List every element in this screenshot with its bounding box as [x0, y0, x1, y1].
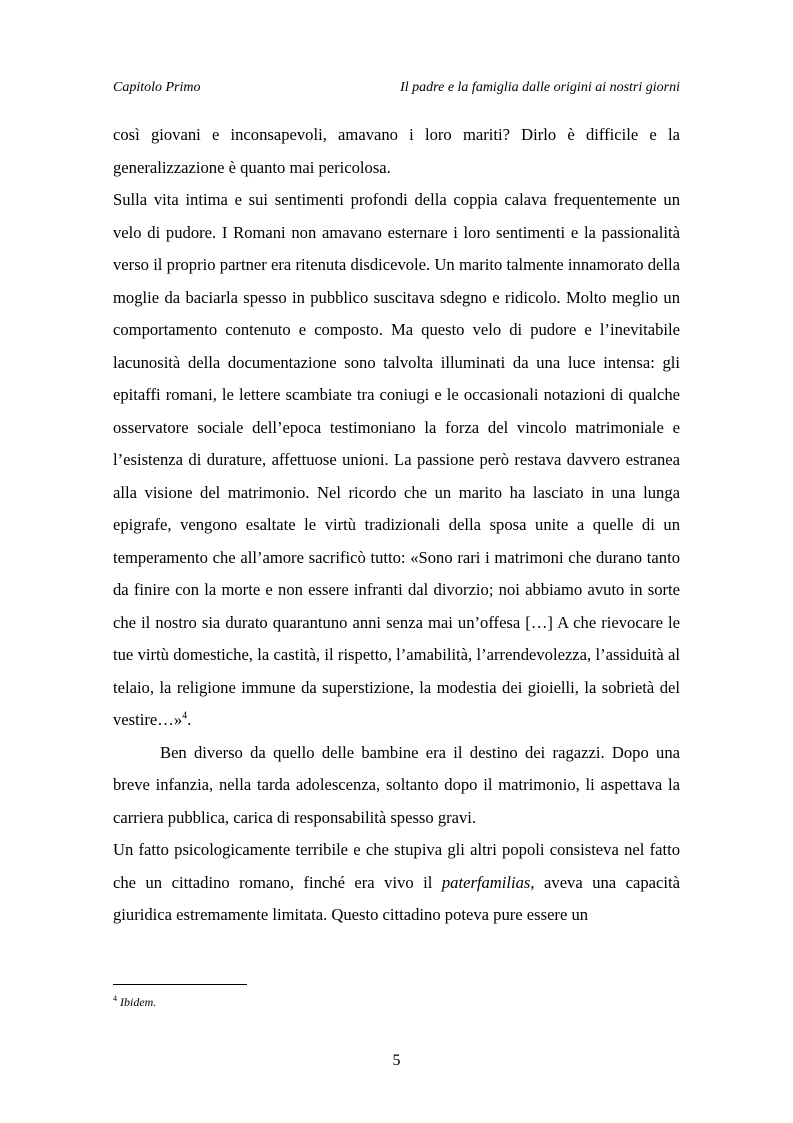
italic-term: paterfamilias: [441, 872, 531, 892]
footnote-reference[interactable]: 4: [182, 710, 188, 722]
page-number: 5: [392, 1052, 401, 1069]
paragraph: [113, 184, 680, 737]
paragraph: [113, 834, 680, 932]
footnote-number: 4: [113, 994, 117, 1003]
footnote-text: Ibidem.: [120, 995, 157, 1009]
running-header: [113, 80, 680, 100]
paragraph-text: Sulla vita intima e sui sentimenti profondi della coppia calava frequentemente un velo di pudore. I Romani non amavano esternare i loro sentimenti e la passionalità verso il proprio partner era ritenuta disdicevole. Un marito talmente innamorato della moglie da baciarla spesso in pubblico suscitava sdegno e ridicolo. Molto meglio un comportamento contenuto e composto. Ma questo velo di pudore e l’inevitabile lacunosità della documentazione sono talvolta illuminati da una luce intensa: gli epitaffi romani, le lettere scambiate tra coniugi e le occasionali notazioni di qualche osservatore sociale dell’epoca testimoniano la forza del vincolo matrimoniale e l’esistenza di durature, affettuose unioni. La passione però restava davvero estranea alla visione del matrimonio. Nel ricordo che un marito ha lasciato in una lunga epigrafe, vengono esaltate le virtù tradizionali della sposa unite a quelle di un temperamento che all’amore sacrificò tutto: «Sono rari i matrimoni che durano tanto da finire con la morte e non essere infranti dal divorzio; noi abbiamo avuto in sorte che il nostro sia durato quarantuno anni senza mai un’offesa […] A che rievocare le tue virtù domestiche, la castità, il rispetto, l’amabilità, l’arrendevolezza, l’assiduità al telaio, la religione immune da superstizione, la modestia dei gioielli, la sobrietà del vestire…»: [113, 190, 680, 729]
chapter-title: Capitolo Primo: [113, 80, 201, 95]
footnote: [113, 995, 156, 1010]
main-text: [113, 119, 680, 932]
paragraph-text: Un fatto psicologicamente terribile e che stupiva gli altri popoli consisteva nel fatto che un cittadino romano, finché era vivo il: [113, 840, 680, 892]
paragraph-text: Ben diverso da quello delle bambine era il destino dei ragazzi. Dopo una breve infanzia, nella tarda adolescenza, soltanto dopo il matrimonio, li aspettava la carriera pubblica, carica di responsabilità spesso gravi.: [113, 742, 680, 827]
paragraph: [113, 737, 680, 835]
paragraph: [113, 119, 680, 184]
book-title: Il padre e la famiglia dalle origini ai nostri giorni: [400, 80, 680, 95]
footnote-divider: [113, 984, 247, 985]
paragraph-text-tail: , aveva una capacità giuridica estremamente limitata. Questo cittadino poteva pure essere un: [113, 872, 680, 924]
paragraph-text: così giovani e inconsapevoli, amavano i loro mariti? Dirlo è difficile e la generalizzazione è quanto mai pericolosa.: [113, 125, 680, 177]
paragraph-text-tail: .: [187, 710, 192, 729]
